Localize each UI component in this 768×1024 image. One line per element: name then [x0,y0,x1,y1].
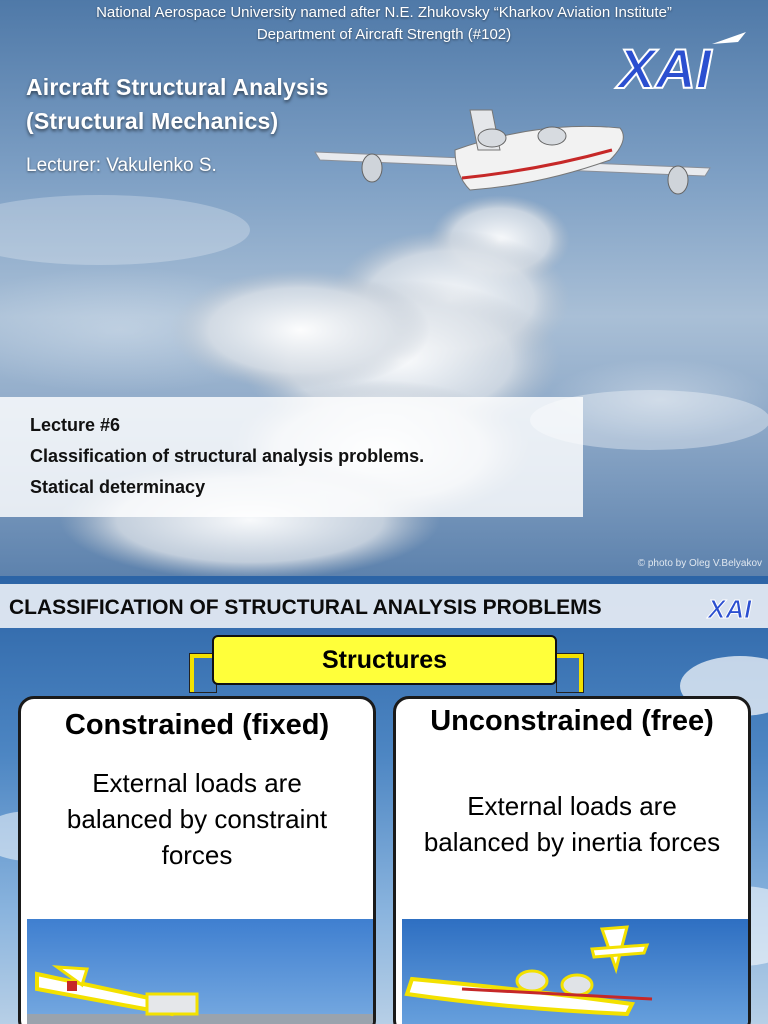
slide-title: CLASSIFICATION OF STRUCTURAL ANALYSIS PROBLEMS [9,596,602,619]
constrained-text-line3: forces [161,840,233,870]
aircraft-illustration [315,110,710,194]
xai-logo [612,30,752,100]
lecture-topic-line1: Classification of structural analysis problems. [30,446,425,466]
unconstrained-text-line2: balanced by inertia forces [423,827,721,857]
university-name: National Aerospace University named after N.E. Zhukovsky “Kharkov Aviation Institute” [96,4,672,21]
photo-credit: © photo by Oleg V.Belyakov [637,558,762,569]
constrained-card [18,696,376,1024]
course-subtitle: (Structural Mechanics) [26,108,279,134]
lecturer-name: Lecturer: Vakulenko S. [26,155,217,176]
lecture-number: Lecture #6 [30,415,121,435]
constrained-title: Constrained (fixed) [64,709,330,741]
unconstrained-card [393,696,751,1024]
xai-logo-small [706,592,764,622]
constrained-text-line2: balanced by constraint [66,804,328,834]
constrained-text-line1: External loads are [92,768,302,798]
svg-text:XAI: XAI [618,37,712,100]
unconstrained-text-line1: External loads are [467,791,677,821]
department-name: Department of Aircraft Strength (#102) [256,26,512,43]
unconstrained-photo [402,919,748,1024]
lecture-topic-line2: Statical determinacy [30,477,206,497]
aircraft-in-flight-image [402,919,748,1024]
course-title: Aircraft Structural Analysis [26,74,329,100]
svg-text:XAI: XAI [708,594,752,622]
aircraft-on-ground-image [27,919,373,1024]
classification-slide [0,576,768,1024]
connector-right [557,654,583,692]
lecture-info-box [0,397,583,517]
structures-box: Structures [212,635,557,685]
constrained-photo [27,919,373,1024]
slide-title-bar [0,584,768,628]
unconstrained-title: Unconstrained (free) [430,705,714,737]
